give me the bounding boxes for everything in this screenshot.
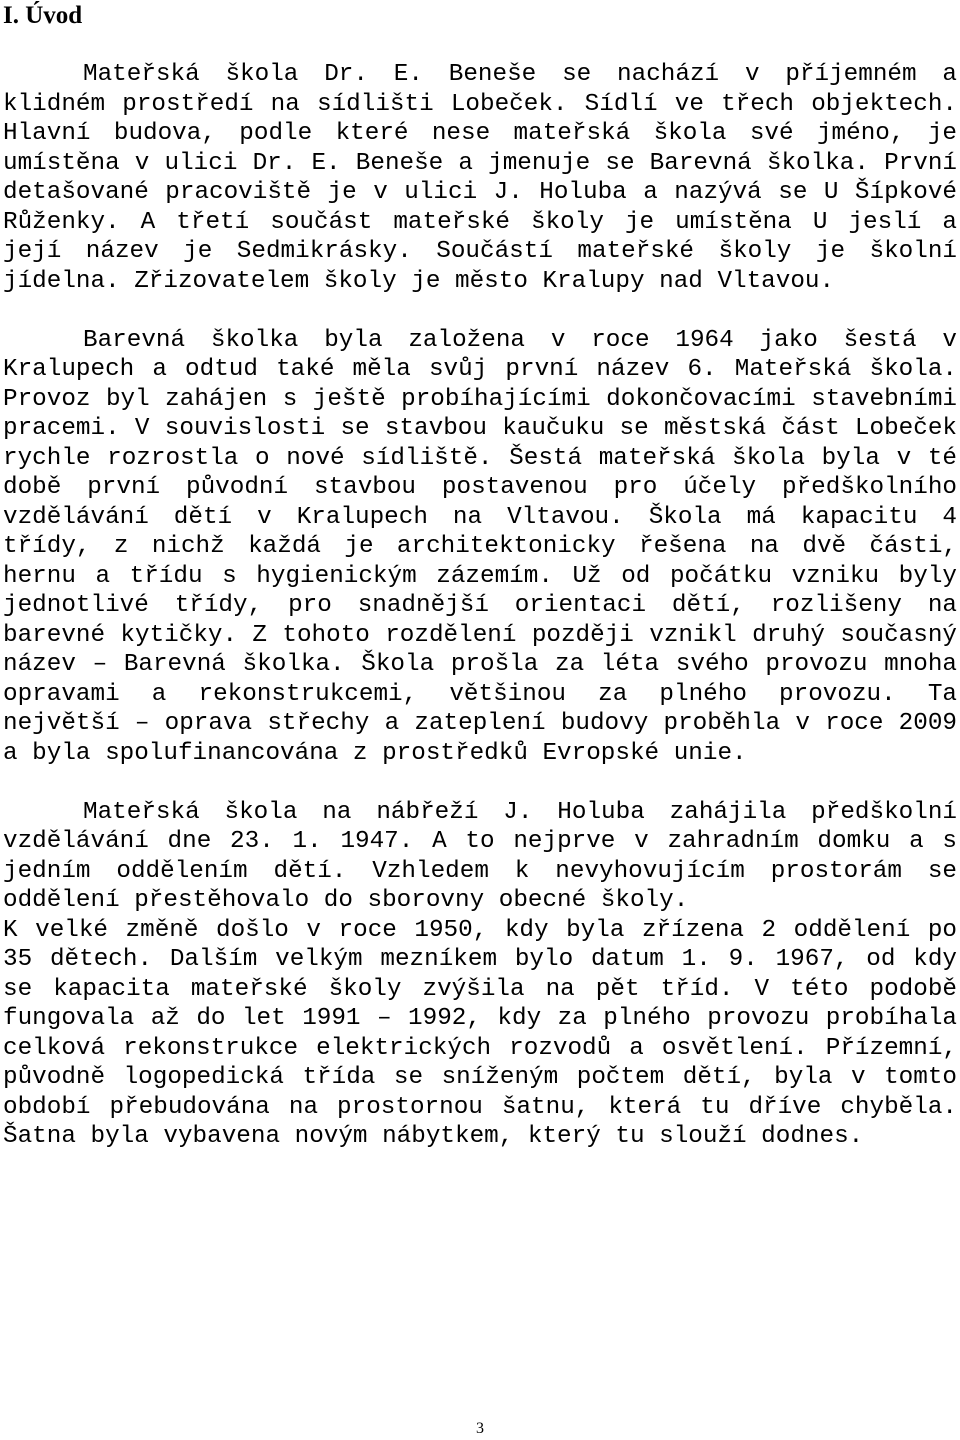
page-number: 3 [476,1420,484,1437]
paragraph-history-barevna-skolka: Barevná školka byla založena v roce 1964 jako šestá v Kralupech a odtud také měla svůj první název 6. Mateřská škola. Provoz byl zahájen s ještě probíhajícími dokončovacími stavebními pracemi. V souvislosti se stavbou kaučuku se městská část Lobeček rychle rozrostla o nové sídliště. Šestá mateřská škola byla v té době první původní stavbou postavenou pro účely předškolního vzdělávání dětí v Kralupech na Vltavou. Škola má kapacitu 4 třídy, z nichž každá je architektonicky řešena na dvě části, hernu a třídu s hygienickým zázemím. Už od počátku vzniku byly jednotlivé třídy, pro snadnější orientaci dětí, rozlišeny na barevné kytičky. Z tohoto rozdělení později vznikl druhý současný název – Barevná školka. Škola prošla za léta svého provozu mnoha opravami a rekonstrukcemi, většinou za plného provozu. Ta největší – oprava střechy a zateplení budovy proběhla v roce 2009 a byla spolufinancována z prostředků Evropské unie. [3,326,957,767]
document-body [3,60,957,1152]
section-heading: I. Úvod [3,2,83,29]
paragraph-introduction: Mateřská škola Dr. E. Beneše se nachází v příjemném a klidném prostředí na sídlišti Lobeček. Sídlí ve třech objektech. Hlavní budova, podle které nese mateřská škola své jméno, je umístěna v ulici Dr. E. Beneše a jmenuje se Barevná školka. První detašované pracoviště je v ulici J. Holuba a nazývá se U Šípkové Růženky. A třetí součást mateřské školy je umístěna U jeslí a její název je Sedmikrásky. Součástí mateřské školy je školní jídelna. Zřizovatelem školy je město Kralupy nad Vltavou. [3,61,957,295]
paragraph-history-holuba: Mateřská škola na nábřeží J. Holuba zahájila předškolní vzdělávání dne 23. 1. 1947. A to nejprve v zahradním domku a s jedním oddělením dětí. Vzhledem k nevyhovujícím prostorám se oddělení přestěhovalo do sborovny obecné školy. [3,798,957,914]
paragraph-history-changes: K velké změně došlo v roce 1950, kdy byla zřízena 2 oddělení po 35 dětech. Dalším velkým mezníkem bylo datum 1. 9. 1967, od kdy se kapacita mateřské školy zvýšila na pět tříd. V této podobě fungovala až do let 1991 – 1992, kdy za plného provozu probíhala celková rekonstrukce elektrických rozvodů a osvětlení. Přízemní, původně logopedická třída se sníženým počtem dětí, byla v tomto období přebudována na prostornou šatnu, která tu dříve chyběla. Šatna byla vybavena novým nábytkem, který tu slouží dodnes. [3,916,957,1150]
